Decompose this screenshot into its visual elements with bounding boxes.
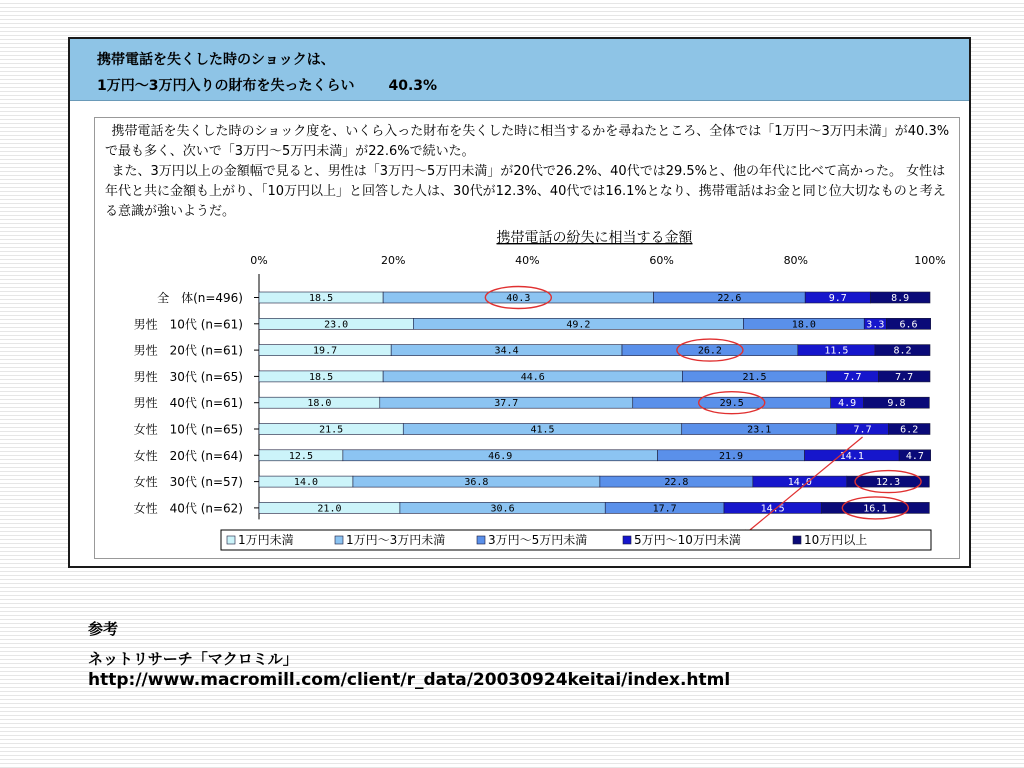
data-label: 16.1 <box>863 503 888 515</box>
legend-swatch <box>623 536 631 544</box>
data-label: 9.8 <box>887 398 906 410</box>
data-label: 41.5 <box>530 424 555 436</box>
data-label: 23.0 <box>324 319 349 331</box>
description-paragraph-2: また、3万円以上の金額幅で見ると、男性は「3万円～5万円未満」が20代で26.2%、40代では29.5%と、他の年代に比べて高かった。 女性は年代と共に金額も上がり、「10万円以上」と回答した人は、30代が12.3%、40代では16.1%となり、携帯電話はお金と同じ位大切なものと考える意識が強いようだ。 <box>105 164 946 219</box>
content-box <box>94 117 960 559</box>
data-label: 7.7 <box>843 371 862 383</box>
data-label: 21.9 <box>719 450 744 462</box>
legend-label: 3万円～5万円未満 <box>488 533 588 547</box>
data-label: 3.3 <box>866 319 885 331</box>
headline-line-2 <box>97 75 437 95</box>
description-paragraph-1: 携帯電話を失くした時のショック度を、いくら入った財布を失くした時に相当するかを尋ねたところ、全体では「1万円～3万円未満」が40.3%で最も多く、次いで「3万円～5万円未満」が22.6%で続いた。 <box>105 124 950 159</box>
data-label: 29.5 <box>719 398 744 410</box>
description <box>105 122 955 222</box>
x-tick-label: 0% <box>250 254 268 267</box>
data-label: 40.3 <box>506 293 531 304</box>
data-label: 22.6 <box>717 293 742 304</box>
data-label: 21.0 <box>317 503 342 515</box>
data-label: 4.7 <box>905 450 924 462</box>
data-label: 18.0 <box>791 319 816 331</box>
data-label: 12.5 <box>288 450 313 462</box>
category-label: 男性 10代 (n=61) <box>133 317 243 332</box>
legend-swatch <box>335 536 343 544</box>
category-label: 全 体(n=496) <box>157 291 243 305</box>
data-label: 7.7 <box>853 424 872 436</box>
legend-label: 1万円未満 <box>238 533 294 547</box>
headline-box <box>70 39 969 101</box>
category-label: 女性 10代 (n=65) <box>133 422 243 437</box>
x-tick-label: 40% <box>515 254 540 267</box>
data-label: 23.1 <box>747 424 772 436</box>
data-label: 18.0 <box>307 398 332 410</box>
data-label: 37.7 <box>494 398 519 410</box>
data-label: 36.8 <box>464 477 489 489</box>
x-tick-label: 80% <box>783 254 809 267</box>
data-label: 17.7 <box>652 503 677 515</box>
reference-name: ネットリサーチ「マクロミル」 <box>88 650 298 668</box>
category-label: 女性 20代 (n=64) <box>133 448 243 463</box>
headline-line-1: 携帯電話を失くした時のショックは、 <box>97 52 335 68</box>
data-label: 14.0 <box>787 477 812 489</box>
data-label: 18.5 <box>309 371 334 383</box>
data-label: 49.2 <box>566 319 591 331</box>
data-label: 14.0 <box>293 477 319 489</box>
data-label: 21.5 <box>742 371 767 383</box>
data-label: 4.9 <box>838 398 857 410</box>
data-label: 7.7 <box>895 371 914 383</box>
category-label: 女性 40代 (n=62) <box>133 501 243 516</box>
legend-swatch <box>793 536 801 544</box>
legend-swatch <box>477 536 485 544</box>
data-label: 9.7 <box>828 293 847 304</box>
data-label: 26.2 <box>697 345 722 357</box>
headline-text: 1万円～3万円入りの財布を失ったくらい <box>97 78 355 94</box>
reference-url-link[interactable]: http://www.macromill.com/client/r_data/20030924keitai/index.html <box>88 670 731 690</box>
data-label: 30.6 <box>490 503 515 515</box>
legend-label: 1万円～3万円未満 <box>346 533 446 547</box>
data-label: 8.9 <box>891 293 910 304</box>
data-label: 22.8 <box>664 477 689 489</box>
category-label: 女性 30代 (n=57) <box>133 475 243 490</box>
data-label: 6.2 <box>900 424 919 436</box>
data-label: 14.1 <box>839 450 864 462</box>
data-label: 19.7 <box>313 345 338 357</box>
headline-percent: 40.3% <box>388 78 438 94</box>
data-label: 11.5 <box>824 345 849 357</box>
legend-label: 5万円～10万円未満 <box>634 533 741 547</box>
data-label: 21.5 <box>319 424 344 436</box>
x-tick-label: 20% <box>380 254 406 267</box>
reference-title: 参考 <box>88 620 119 638</box>
data-label: 14.5 <box>760 503 785 515</box>
legend-swatch <box>227 536 235 544</box>
chart-title: 携帯電話の紛失に相当する金額 <box>496 230 693 246</box>
stacked-bar-chart <box>95 226 959 556</box>
category-label: 男性 40代 (n=61) <box>133 396 243 411</box>
legend-label: 10万円以上 <box>804 533 868 547</box>
data-label: 12.3 <box>876 477 901 489</box>
category-label: 男性 30代 (n=65) <box>133 369 243 384</box>
category-label: 男性 20代 (n=61) <box>133 343 243 358</box>
data-label: 18.5 <box>309 293 334 304</box>
x-tick-label: 60% <box>649 254 674 267</box>
data-label: 6.6 <box>899 319 918 331</box>
data-label: 8.2 <box>893 345 912 357</box>
data-label: 34.4 <box>494 345 519 357</box>
x-tick-label: 100% <box>914 254 946 267</box>
slide-frame <box>68 37 971 568</box>
data-label: 44.6 <box>520 371 545 383</box>
data-label: 46.9 <box>488 450 513 462</box>
